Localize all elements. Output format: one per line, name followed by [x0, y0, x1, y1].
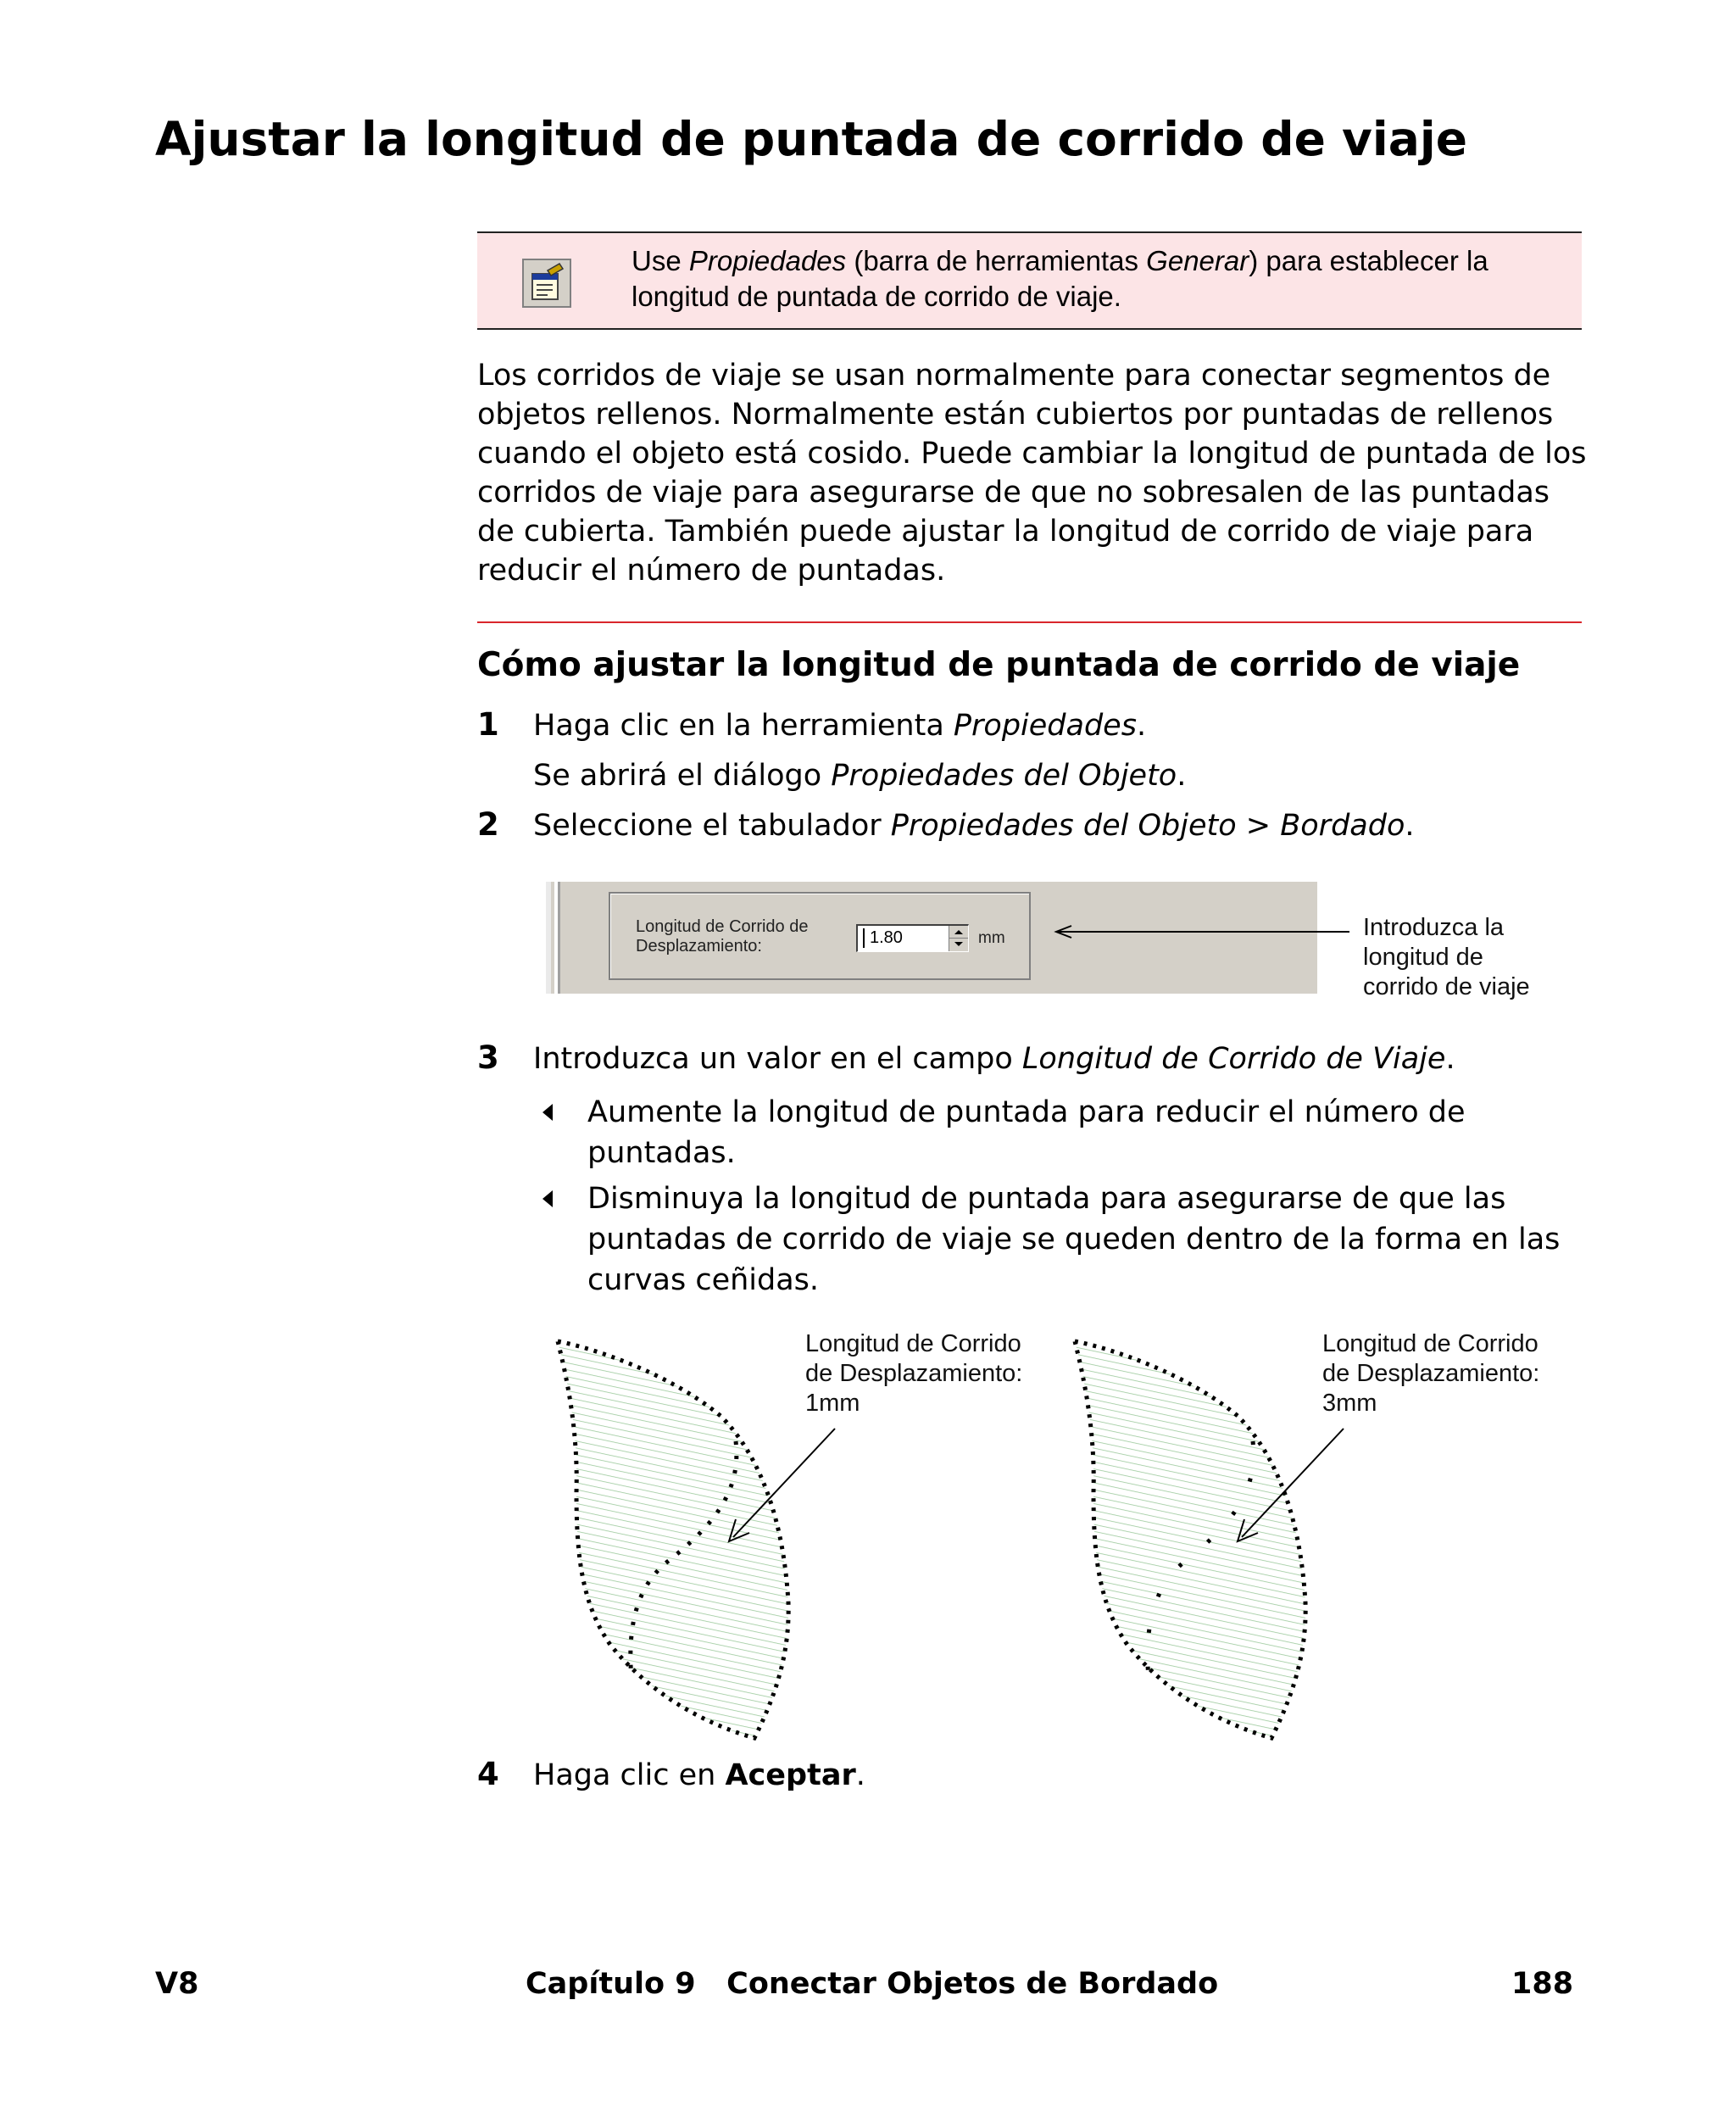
run-length-group — [609, 892, 1031, 980]
unit-label: mm — [978, 929, 1005, 947]
step-1: 1 Haga clic en la herramienta Propiedades. — [477, 706, 1147, 743]
intro-paragraph: Los corridos de viaje se usan normalmente para conectar segmentos de objetos rellenos. Normalmente están cubiertos por puntadas de rellenos cuando el objeto está cosido. Puede cambiar la longitud de puntada de los corridos de viaje para asegurarse de que no sobresalen de las puntadas de cubierta. También puede ajustar la longitud de corrido de viaje para reducir el número de puntadas. — [477, 359, 1587, 588]
dialog-callout: Introduzca la longitud de corrido de viaje — [1363, 914, 1530, 1000]
step-1-result: Se abrirá el diálogo Propiedades del Objeto. — [533, 759, 1187, 793]
section-divider — [477, 621, 1582, 623]
callout-arrow — [1051, 920, 1356, 945]
footer-chapter: Capítulo 9 Conectar Objetos de Bordado — [526, 1967, 1219, 2001]
footer-version: V8 — [155, 1967, 199, 2001]
spin-down-icon[interactable] — [954, 942, 963, 946]
footer-page-number: 188 — [1511, 1967, 1574, 2001]
figure-1mm-label: Longitud de Corrido de Desplazamiento: 1mm — [805, 1330, 1023, 1417]
step-4: 4 Haga clic en Aceptar. — [477, 1756, 865, 1792]
page-title: Ajustar la longitud de puntada de corrido de viaje — [155, 112, 1468, 166]
bullet-arrow-icon — [542, 1104, 553, 1121]
bullet-arrow-icon — [542, 1190, 553, 1207]
tip-box — [477, 231, 1582, 330]
properties-icon — [522, 259, 571, 308]
figure-3mm-label: Longitud de Corrido de Desplazamiento: 3mm — [1322, 1330, 1540, 1417]
step-2: 2 Seleccione el tabulador Propiedades del Objeto > Bordado. — [477, 806, 1415, 843]
step-3: 3 Introduzca un valor en el campo Longitud de Corrido de Viaje. — [477, 1039, 1455, 1076]
spin-up-icon[interactable] — [954, 930, 963, 934]
tip-text: Use Propiedades (barra de herramientas Generar) para establecer la longitud de puntada de corrido de viaje. — [632, 245, 1488, 312]
run-length-spinbox[interactable]: 1.80 — [856, 924, 969, 952]
run-length-label: Longitud de Corrido de Desplazamiento: — [636, 917, 809, 955]
section-heading: Cómo ajustar la longitud de puntada de corrido de viaje — [477, 646, 1521, 684]
